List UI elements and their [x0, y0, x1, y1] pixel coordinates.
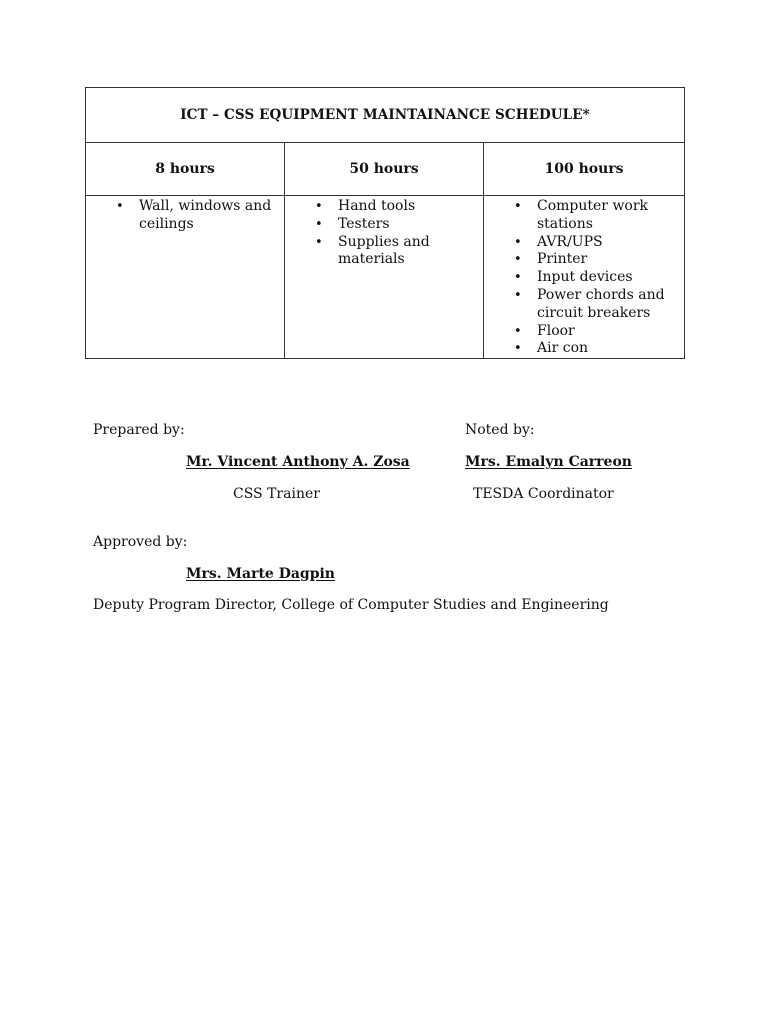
list-item: • AVR/UPS — [484, 234, 684, 252]
column-header-8-hours: 8 hours — [86, 143, 285, 196]
list-item: • Printer — [484, 251, 684, 269]
noted-by-name: Mrs. Emalyn Carreon — [465, 454, 632, 470]
list-item: • Power chords and circuit breakers — [484, 287, 684, 323]
list-item: • Floor — [484, 323, 684, 341]
list-item: • Air con — [484, 340, 684, 358]
list-item: • Input devices — [484, 269, 684, 287]
prepared-by-name: Mr. Vincent Anthony A. Zosa — [186, 454, 410, 470]
items-cell-8-hours — [86, 196, 285, 359]
approved-by-role: Deputy Program Director, College of Computer Studies and Engineering — [93, 597, 609, 613]
column-header-100-hours: 100 hours — [484, 143, 685, 196]
column-header-50-hours: 50 hours — [285, 143, 484, 196]
item-list — [285, 196, 483, 269]
list-item: • Testers — [285, 216, 483, 234]
table-title: ICT – CSS EQUIPMENT MAINTAINANCE SCHEDULE* — [86, 88, 685, 143]
noted-by-label: Noted by: — [465, 422, 535, 438]
items-cell-100-hours — [484, 196, 685, 359]
items-cell-50-hours — [285, 196, 484, 359]
item-list — [484, 196, 684, 358]
prepared-by-role: CSS Trainer — [233, 486, 320, 502]
maintenance-schedule-table — [85, 87, 685, 359]
list-item: • Computer work stations — [484, 198, 684, 234]
list-item: • Wall, windows and ceilings — [86, 198, 284, 234]
approved-by-label: Approved by: — [93, 534, 188, 550]
noted-by-role: TESDA Coordinator — [473, 486, 614, 502]
approved-by-name: Mrs. Marte Dagpin — [186, 566, 335, 582]
list-item: • Hand tools — [285, 198, 483, 216]
table-header-row — [86, 143, 685, 196]
table-title-row — [86, 88, 685, 143]
table-items-row — [86, 196, 685, 359]
list-item: • Supplies and materials — [285, 234, 483, 270]
prepared-by-label: Prepared by: — [93, 422, 185, 438]
item-list — [86, 196, 284, 234]
